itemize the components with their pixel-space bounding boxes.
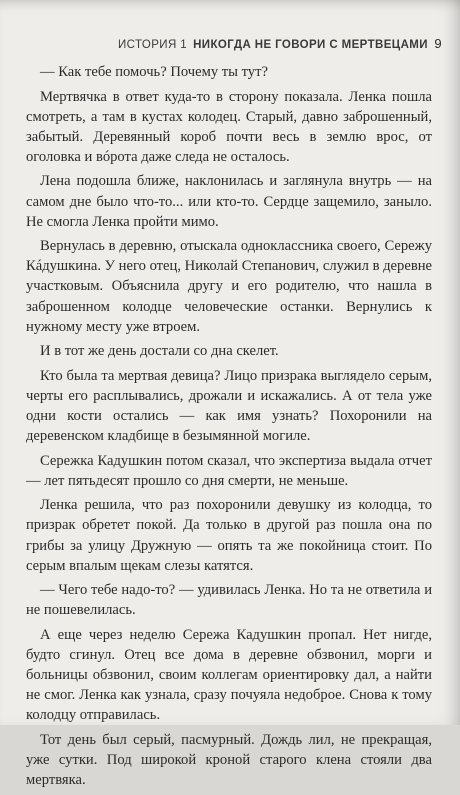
paragraph: Мертвячка в ответ куда-то в сторону показала. Ленка пошла смотреть, а там в кустах колодец. Старый, давно заброшенный, забытый. Деревянный короб почти весь в землю врос, от оголовка и вóрота даже следа не осталось.	[26, 88, 432, 165]
paragraph: Кто была та мертвая девица? Лицо призрака выглядело серым, черты его расплывались, дрожали и искажались. А от тела уже одни кости остались — как имя узнать? Похоронили на деревенском кладбище в безымянной могиле.	[26, 367, 432, 445]
paragraph: Ленка решила, что раз похоронили девушку из колодца, то призрак обретет покой. Да только в другой раз пошла она по грибы за улицу Дружную — опять та же покойница стоит. По серым впалым щекам слезы катятся.	[26, 497, 432, 574]
paragraph: — Чего тебе надо-то? — удивилась Ленка. Но та не ответила и не пошевелилась.	[26, 582, 432, 619]
paragraph: А еще через неделю Сережа Кадушкин пропал. Нет нигде, будто сгинул. Отец все дома в деревне обзвонил, морги и больницы обзвонил, своим коллегам ориентировку дал, а найти не смог. Ленка как узнала, сразу почуяла недоброе. Снова к тому колодцу отправилась.	[26, 626, 432, 724]
paragraph: Тот день был серый, пасмурный. Дождь лил, не прекращая, уже сутки. Под широкой кроной старого клена стояли два мертвяка.	[26, 731, 432, 789]
paragraph: И в тот же день достали со дна скелет.	[40, 343, 279, 360]
running-header	[118, 36, 442, 51]
body-text	[26, 62, 432, 795]
page-number: 9	[434, 36, 442, 51]
story-label: ИСТОРИЯ 1	[118, 39, 188, 51]
chapter-title: НИКОГДА НЕ ГОВОРИ С МЕРТВЕЦАМИ	[193, 39, 428, 51]
paragraph: — Как тебе помочь? Почему ты тут?	[40, 64, 268, 80]
paragraph: Сережка Кадушкин потом сказал, что экспертиза выдала отчет — лет пятьдесят прошло со дня смерти, не меньше.	[26, 452, 432, 489]
paragraph: Лена подошла ближе, наклонилась и заглянула внутрь — на самом дне было что-то... или кто-то. Сердце защемило, заныло. Не смогла Ленка пройти мимо.	[26, 173, 432, 230]
paragraph: Вернулась в деревню, отыскала одноклассника своего, Сережу Кáдушкина. У него отец, Николай Степанович, служил в деревне участковым. Объяснила другу и его родителю, что нашла в заброшенном колодце человеческие останки. Вернулись к нужному месту уже втроем.	[26, 238, 432, 335]
